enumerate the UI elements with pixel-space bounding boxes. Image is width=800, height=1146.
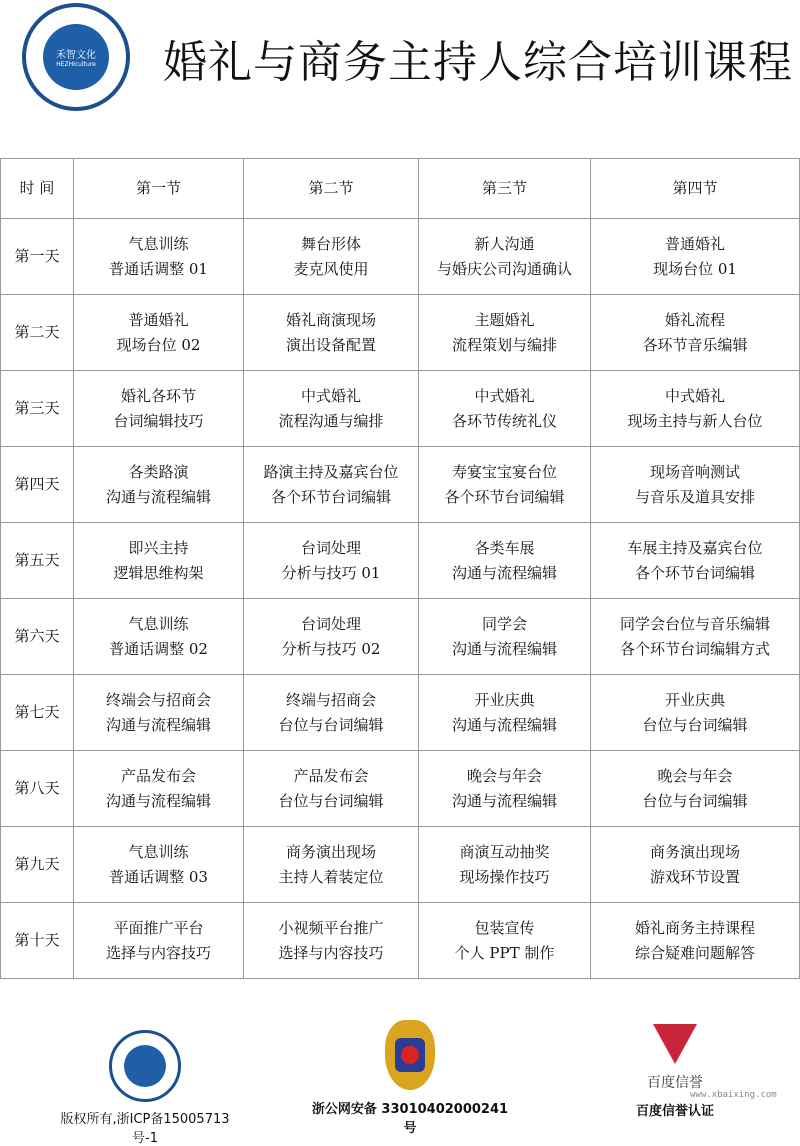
course-line: 各类车展 — [474, 538, 535, 557]
course-cell — [244, 447, 419, 523]
header-cell: 第一节 — [74, 159, 244, 219]
course-line: 中式婚礼 — [300, 386, 361, 405]
course-line: 产品发布会 — [120, 766, 196, 785]
course-line: 逻辑思维构架 — [113, 563, 204, 582]
watermark: www.xbaixing.com — [690, 1090, 777, 1100]
course-cell — [74, 599, 244, 675]
course-line: 沟通与流程编辑 — [105, 715, 211, 734]
course-cell — [419, 371, 591, 447]
course-line: 综合疑难问题解答 — [634, 943, 755, 962]
course-line: 沟通与流程编辑 — [451, 639, 557, 658]
course-cell — [74, 903, 244, 979]
course-line: 沟通与流程编辑 — [105, 487, 211, 506]
day-cell: 第八天 — [1, 751, 74, 827]
course-line: 寿宴宝宝宴台位 — [451, 462, 557, 481]
course-line: 包装宣传 — [474, 918, 535, 937]
course-line: 普通话调整 02 — [109, 639, 208, 658]
course-cell — [591, 675, 800, 751]
course-line: 商务演出现场 — [649, 842, 740, 861]
day-cell: 第七天 — [1, 675, 74, 751]
course-line: 与音乐及道具安排 — [634, 487, 755, 506]
day-cell: 第一天 — [1, 219, 74, 295]
company-logo-small — [109, 1030, 181, 1102]
course-cell — [591, 447, 800, 523]
course-cell — [244, 219, 419, 295]
course-cell — [244, 371, 419, 447]
course-cell — [74, 219, 244, 295]
table-row — [1, 827, 800, 903]
course-cell — [419, 675, 591, 751]
course-line: 商务演出现场 — [285, 842, 376, 861]
course-cell — [74, 447, 244, 523]
course-line: 普通婚礼 — [128, 310, 189, 329]
table-row — [1, 903, 800, 979]
course-line: 终端会与招商会 — [105, 690, 211, 709]
course-line: 与婚庆公司沟通确认 — [436, 259, 572, 278]
course-cell — [244, 827, 419, 903]
course-line: 晚会与年会 — [657, 766, 733, 785]
course-line: 演出设备配置 — [285, 335, 376, 354]
course-line: 平面推广平台 — [113, 918, 204, 937]
course-cell — [244, 523, 419, 599]
course-line: 产品发布会 — [293, 766, 369, 785]
table-row — [1, 599, 800, 675]
course-cell — [591, 371, 800, 447]
course-line: 舞台形体 — [300, 234, 361, 253]
course-line: 台词处理 — [300, 614, 361, 633]
day-cell: 第六天 — [1, 599, 74, 675]
course-cell — [591, 751, 800, 827]
course-cell — [244, 903, 419, 979]
day-cell: 第九天 — [1, 827, 74, 903]
course-line: 婚礼商演现场 — [285, 310, 376, 329]
day-cell: 第三天 — [1, 371, 74, 447]
course-line: 各个环节台词编辑 — [444, 487, 565, 506]
course-cell — [591, 903, 800, 979]
course-line: 即兴主持 — [128, 538, 189, 557]
table-row — [1, 295, 800, 371]
course-line: 小视频平台推广 — [278, 918, 384, 937]
baidu-credibility-icon — [653, 1024, 697, 1064]
course-line: 台词编辑技巧 — [113, 411, 204, 430]
course-cell — [244, 751, 419, 827]
day-cell: 第十天 — [1, 903, 74, 979]
course-line: 同学会台位与音乐编辑 — [619, 614, 770, 633]
table-row — [1, 371, 800, 447]
page-title: 婚礼与商务主持人综合培训课程 — [163, 37, 793, 88]
course-line: 各个环节台词编辑 — [634, 563, 755, 582]
police-badge-icon — [385, 1020, 435, 1090]
course-cell — [419, 523, 591, 599]
course-line: 台位与台词编辑 — [278, 791, 384, 810]
course-line: 气息训练 — [128, 842, 189, 861]
company-logo — [22, 3, 130, 111]
course-line: 婚礼商务主持课程 — [634, 918, 755, 937]
logo-text: 禾智文化 — [56, 50, 96, 61]
course-line: 车展主持及嘉宾台位 — [627, 538, 763, 557]
course-line: 普通话调整 03 — [109, 867, 208, 886]
course-cell — [419, 447, 591, 523]
course-cell — [74, 523, 244, 599]
logo-sub: HEZHIculture — [56, 61, 96, 68]
course-cell — [74, 751, 244, 827]
course-line: 商演互动抽奖 — [459, 842, 550, 861]
course-cell — [74, 675, 244, 751]
course-line: 选择与内容技巧 — [278, 943, 384, 962]
course-line: 选择与内容技巧 — [105, 943, 211, 962]
course-line: 沟通与流程编辑 — [451, 791, 557, 810]
course-line: 各类路演 — [128, 462, 189, 481]
course-line: 麦克风使用 — [293, 259, 369, 278]
day-cell: 第五天 — [1, 523, 74, 599]
course-line: 现场主持与新人台位 — [627, 411, 763, 430]
header-cell: 时 间 — [1, 159, 74, 219]
course-line: 个人 PPT 制作 — [454, 943, 555, 962]
course-line: 流程策划与编排 — [451, 335, 557, 354]
course-cell — [419, 827, 591, 903]
course-cell — [244, 599, 419, 675]
course-line: 同学会 — [481, 614, 527, 633]
course-line: 主持人着装定位 — [278, 867, 384, 886]
course-line: 晚会与年会 — [466, 766, 542, 785]
course-line: 现场音响测试 — [649, 462, 740, 481]
header-cell: 第四节 — [591, 159, 800, 219]
table-row — [1, 675, 800, 751]
course-line: 中式婚礼 — [474, 386, 535, 405]
course-line: 普通话调整 01 — [109, 259, 208, 278]
course-cell — [591, 599, 800, 675]
course-line: 台位与台词编辑 — [642, 791, 748, 810]
course-table — [0, 158, 800, 979]
course-line: 现场台位 02 — [116, 335, 201, 354]
course-line: 台位与台词编辑 — [278, 715, 384, 734]
footer — [0, 1020, 800, 1146]
course-cell — [244, 295, 419, 371]
course-cell — [74, 371, 244, 447]
course-cell — [419, 295, 591, 371]
course-line: 主题婚礼 — [474, 310, 535, 329]
baidu-text[interactable]: 百度信誉认证 — [635, 1104, 714, 1119]
course-line: 婚礼流程 — [664, 310, 725, 329]
day-cell: 第二天 — [1, 295, 74, 371]
course-line: 各环节音乐编辑 — [642, 335, 748, 354]
course-line: 台位与台词编辑 — [642, 715, 748, 734]
course-line: 沟通与流程编辑 — [451, 563, 557, 582]
course-line: 中式婚礼 — [664, 386, 725, 405]
course-line: 各个环节台词编辑方式 — [619, 639, 770, 658]
footer-baidu: 百度信誉 百度信誉认证 — [620, 1024, 730, 1119]
course-line: 婚礼各环节 — [120, 386, 196, 405]
footer-icp — [50, 1030, 240, 1146]
header-cell: 第三节 — [419, 159, 591, 219]
course-line: 各个环节台词编辑 — [270, 487, 391, 506]
course-line: 开业庆典 — [664, 690, 725, 709]
course-cell — [419, 599, 591, 675]
course-cell — [419, 751, 591, 827]
course-cell — [591, 295, 800, 371]
course-line: 普通婚礼 — [664, 234, 725, 253]
course-line: 沟通与流程编辑 — [451, 715, 557, 734]
header-cell: 第二节 — [244, 159, 419, 219]
table-row — [1, 751, 800, 827]
icp-text[interactable]: 版权所有,浙ICP备15005713号-1 — [60, 1112, 230, 1146]
course-line: 现场台位 01 — [653, 259, 737, 278]
course-line: 新人沟通 — [474, 234, 535, 253]
course-line: 终端与招商会 — [285, 690, 376, 709]
course-line: 沟通与流程编辑 — [105, 791, 211, 810]
course-line: 开业庆典 — [474, 690, 535, 709]
day-cell: 第四天 — [1, 447, 74, 523]
course-cell — [591, 523, 800, 599]
table-row — [1, 447, 800, 523]
course-cell — [591, 827, 800, 903]
course-line: 现场操作技巧 — [459, 867, 550, 886]
course-cell — [74, 827, 244, 903]
course-line: 台词处理 — [300, 538, 361, 557]
course-cell — [244, 675, 419, 751]
table-row — [1, 523, 800, 599]
course-line: 气息训练 — [128, 234, 189, 253]
police-text[interactable]: 浙公网安备 33010402000241号 — [311, 1102, 509, 1136]
course-line: 流程沟通与编排 — [278, 411, 384, 430]
footer-police — [310, 1020, 510, 1136]
course-cell — [74, 295, 244, 371]
table-row — [1, 219, 800, 295]
course-cell — [419, 903, 591, 979]
course-line: 气息训练 — [128, 614, 189, 633]
course-cell — [419, 219, 591, 295]
course-cell — [591, 219, 800, 295]
course-line: 路演主持及嘉宾台位 — [263, 462, 399, 481]
course-line: 各环节传统礼仪 — [451, 411, 557, 430]
course-line: 分析与技巧 02 — [281, 639, 381, 658]
table-header-row — [1, 159, 800, 219]
course-line: 游戏环节设置 — [649, 867, 740, 886]
course-line: 分析与技巧 01 — [281, 563, 381, 582]
